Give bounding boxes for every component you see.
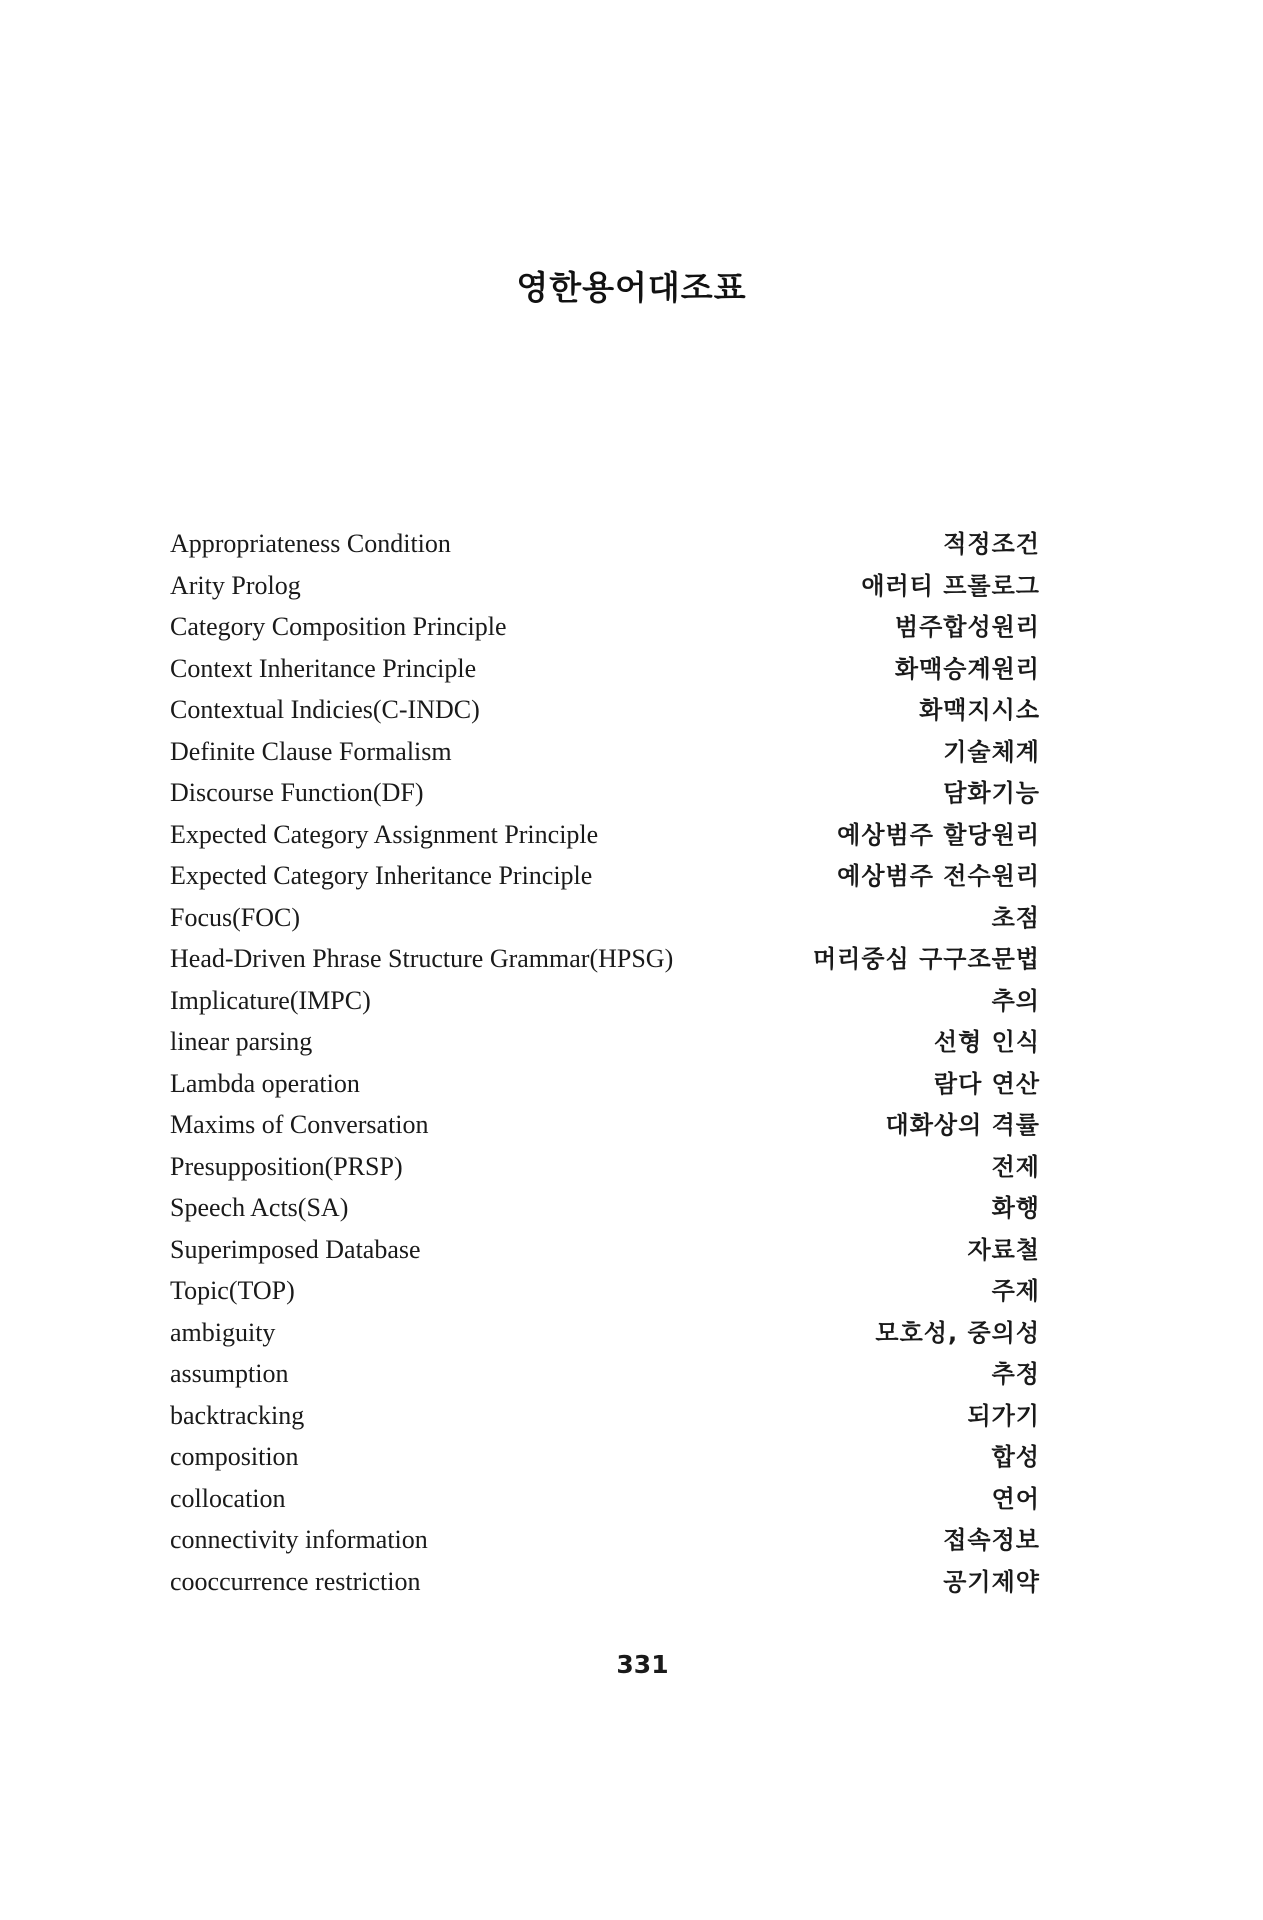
glossary-row xyxy=(170,897,1040,939)
korean-term: 예상범주 전수원리 xyxy=(837,862,1040,890)
english-term: cooccurrence restriction xyxy=(170,1566,421,1596)
korean-term: 공기제약 xyxy=(943,1567,1040,1596)
korean-term: 연어 xyxy=(991,1484,1040,1513)
english-term: collocation xyxy=(170,1483,286,1513)
glossary-row xyxy=(170,1353,1040,1395)
english-term: Expected Category Inheritance Principle xyxy=(170,861,593,890)
glossary-row xyxy=(170,814,1040,856)
english-term: connectivity information xyxy=(170,1525,428,1554)
korean-term: 합성 xyxy=(991,1443,1040,1471)
english-term: Superimposed Database xyxy=(170,1234,421,1264)
page-title: 영한용어대조표 xyxy=(516,268,747,307)
korean-term: 초점 xyxy=(991,903,1040,932)
english-term: Speech Acts(SA) xyxy=(170,1193,349,1222)
glossary-row xyxy=(170,1436,1040,1478)
english-term: Discourse Function(DF) xyxy=(170,778,424,807)
korean-term: 접속정보 xyxy=(943,1526,1040,1554)
glossary-row xyxy=(170,1063,1040,1105)
korean-term: 주제 xyxy=(991,1277,1040,1305)
english-term: Implicature(IMPC) xyxy=(170,985,371,1015)
english-term: composition xyxy=(170,1442,299,1471)
korean-term: 화행 xyxy=(991,1194,1040,1222)
glossary-row xyxy=(170,938,1040,980)
korean-term: 기술체계 xyxy=(943,737,1040,766)
glossary-row xyxy=(170,1229,1040,1271)
english-term: Category Composition Principle xyxy=(170,612,507,641)
korean-term: 화맥지시소 xyxy=(919,696,1040,724)
glossary-row xyxy=(170,1187,1040,1229)
korean-term: 자료철 xyxy=(967,1235,1040,1264)
glossary-row xyxy=(170,606,1040,648)
korean-term: 적정조건 xyxy=(943,530,1040,558)
korean-term: 선형 인식 xyxy=(933,1028,1040,1056)
korean-term: 예상범주 할당원리 xyxy=(837,820,1040,849)
english-term: Arity Prolog xyxy=(170,570,301,600)
korean-term: 람다 연산 xyxy=(933,1069,1040,1098)
glossary-row xyxy=(170,565,1040,607)
korean-term: 모호성, 중의성 xyxy=(875,1318,1040,1347)
glossary-row xyxy=(170,855,1040,897)
english-term: linear parsing xyxy=(170,1027,313,1056)
english-term: Expected Category Assignment Principle xyxy=(170,819,599,849)
glossary-row xyxy=(170,772,1040,814)
english-term: Presupposition(PRSP) xyxy=(170,1151,403,1181)
english-term: Focus(FOC) xyxy=(170,902,301,932)
english-term: Topic(TOP) xyxy=(170,1276,295,1305)
glossary-row xyxy=(170,1312,1040,1354)
glossary-row xyxy=(170,731,1040,773)
glossary-row xyxy=(170,648,1040,690)
glossary-row xyxy=(170,980,1040,1022)
glossary-row xyxy=(170,689,1040,731)
korean-term: 전제 xyxy=(991,1152,1040,1181)
glossary-list xyxy=(170,523,1040,1602)
korean-term: 범주합성원리 xyxy=(894,613,1040,641)
english-term: ambiguity xyxy=(170,1317,276,1347)
korean-term: 추의 xyxy=(991,986,1040,1015)
english-term: Appropriateness Condition xyxy=(170,529,451,558)
glossary-row xyxy=(170,1561,1040,1603)
korean-term: 화맥승계원리 xyxy=(894,654,1040,683)
korean-term: 되가기 xyxy=(967,1401,1040,1430)
english-term: assumption xyxy=(170,1359,289,1388)
page-number: 331 xyxy=(616,1650,669,1679)
korean-term: 추정 xyxy=(991,1360,1040,1388)
english-term: Context Inheritance Principle xyxy=(170,653,477,683)
glossary-row xyxy=(170,1478,1040,1520)
glossary-row xyxy=(170,1270,1040,1312)
english-term: Definite Clause Formalism xyxy=(170,736,452,766)
korean-term: 담화기능 xyxy=(943,779,1040,807)
korean-term: 애러티 프롤로그 xyxy=(861,571,1040,600)
glossary-row xyxy=(170,1519,1040,1561)
english-term: Lambda operation xyxy=(170,1068,360,1098)
english-term: Contextual Indicies(C-INDC) xyxy=(170,695,480,724)
glossary-row xyxy=(170,1021,1040,1063)
glossary-row xyxy=(170,523,1040,565)
korean-term: 머리중심 구구조문법 xyxy=(812,945,1040,973)
glossary-row xyxy=(170,1395,1040,1437)
english-term: backtracking xyxy=(170,1400,305,1430)
korean-term: 대화상의 격률 xyxy=(885,1111,1040,1139)
english-term: Head-Driven Phrase Structure Grammar(HPSG) xyxy=(170,944,674,973)
glossary-row xyxy=(170,1146,1040,1188)
glossary-row xyxy=(170,1104,1040,1146)
english-term: Maxims of Conversation xyxy=(170,1110,429,1139)
